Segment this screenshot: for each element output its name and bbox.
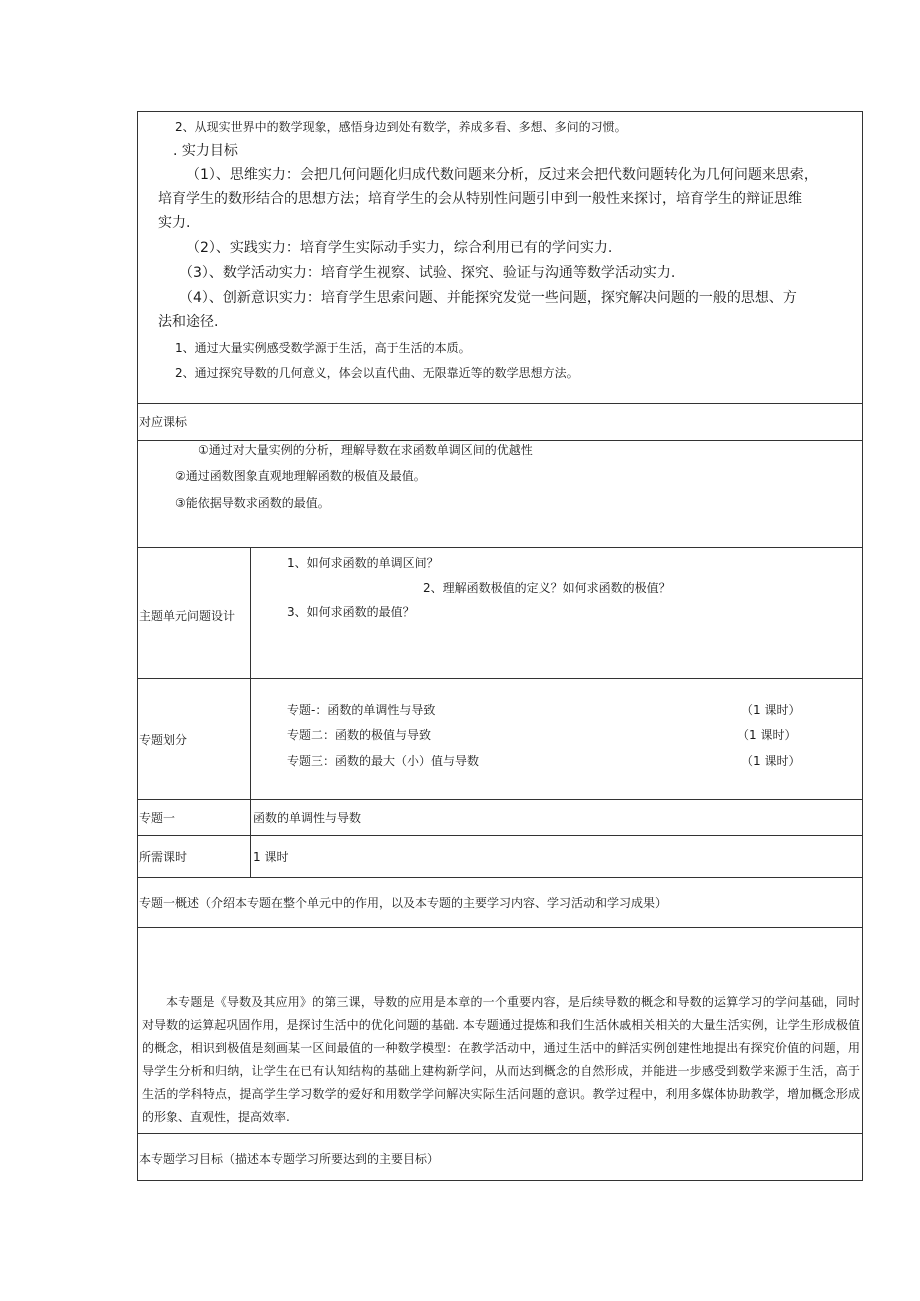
row-divider — [137, 835, 863, 836]
overview-heading: 专题一概述（介绍本专题在整个单元中的作用，以及本专题的主要学习内容、学习活动和学习成果） — [139, 896, 668, 910]
column-divider — [250, 835, 251, 877]
standard-item: ①通过对大量实例的分析，理解导数在求函数单调区间的优越性 — [198, 443, 533, 457]
ability-title: . 实力目标 — [173, 143, 238, 159]
row-divider — [137, 1133, 863, 1134]
standard-item: ③能依据导数求函数的最值。 — [175, 496, 330, 510]
row-divider — [137, 547, 863, 548]
topic-name: 专题二：函数的极值与导致 — [287, 728, 432, 742]
questions-label: 主题单元问题设计 — [139, 609, 236, 623]
emotion-goal-2: 2、通过探究导数的几何意义，体会以直代曲、无限靠近等的数学思想方法。 — [175, 366, 579, 380]
emotion-goal-1: 1、通过大量实例感受数学源于生活，高于生活的本质。 — [175, 341, 471, 355]
ability-activity: （3）、数学活动实力：培育学生视察、试验、探究、验证与沟通等数学活动实力. — [179, 265, 676, 281]
hours-value: 1 课时 — [253, 850, 289, 864]
row-divider — [137, 403, 863, 404]
ability-practice: （2）、实践实力：培育学生实际动手实力，综合利用已有的学问实力. — [186, 240, 613, 256]
habit-goal: 2、从现实世界中的数学现象，感悟身边到处有数学，养成多看、多想、多问的习惯。 — [175, 120, 627, 134]
question-item: 3、如何求函数的最值？ — [287, 605, 415, 619]
topic-hours: （1 课时） — [737, 728, 797, 742]
row-divider — [137, 927, 863, 928]
topic-hours: （1 课时） — [741, 754, 801, 768]
topic-hours: （1 课时） — [741, 703, 801, 717]
question-item: 2、理解函数极值的定义？如何求函数的极值？ — [423, 581, 671, 595]
ability-innovation-end: 法和途径. — [158, 314, 219, 330]
column-divider — [250, 547, 251, 835]
hours-label: 所需课时 — [139, 850, 188, 864]
ability-thinking-end: 实力. — [158, 215, 191, 231]
overview-body: 本专题是《导数及其应用》的第三课，导数的应用是本章的一个重要内容，是后续导数的概念和导数的运算学习的学问基础，同时对导数的运算起巩固作用，是探讨生活中的优化问题的基础. 本专题通过提炼和我们生活休戚相关相关的大量生活实例，让学生形成极值的概念，相识到极值是刻画某一区间最值的一种数学模型：在教学活动中，通过生活中的鲜活实例创建性地提出有探究价值的问题，用导学生分析和归纳，让学生在已有认知结构的基础上建构新学问，从而达到概念的自然形成，并能进一步感受到数学来源于生活，高于生活的学科特点，提高学生学习数学的爱好和用数学学问解决实际生活问题的意识。教学过程中，利用多媒体协助教学，增加概念形成的形象、直观性，提高效率. — [142, 995, 860, 1124]
ability-thinking-cont: 培育学生的数形结合的思想方法；培育学生的会从特别性问题引申到一般性来探讨，培育学生的辩证思维 — [158, 191, 802, 207]
topic-name: 专题-：函数的单调性与导致 — [287, 703, 436, 717]
question-item: 1、如何求函数的单调区间？ — [287, 556, 439, 570]
topics-label: 专题划分 — [139, 733, 188, 747]
standard-item: ②通过函数图象直观地理解函数的极值及最值。 — [175, 469, 426, 483]
row-divider — [137, 440, 863, 441]
ability-thinking: （1）、思维实力：会把几何问题化归成代数问题来分析，反过来会把代数问题转化为几何问题来思索， — [186, 167, 818, 183]
objectives-heading: 本专题学习目标（描述本专题学习所要达到的主要目标） — [139, 1152, 440, 1166]
standards-label: 对应课标 — [139, 415, 188, 429]
row-divider — [137, 877, 863, 878]
topic-one-label: 专题一 — [139, 811, 176, 825]
topic-name: 专题三：函数的最大（小）值与导数 — [287, 754, 480, 768]
ability-innovation: （4）、创新意识实力：培育学生思索问题、并能探究发觉一些问题，探究解决问题的一般的思想、方 — [179, 290, 797, 306]
topic-one-value: 函数的单调性与导数 — [253, 811, 362, 825]
row-divider — [137, 678, 863, 679]
row-divider — [137, 799, 863, 800]
